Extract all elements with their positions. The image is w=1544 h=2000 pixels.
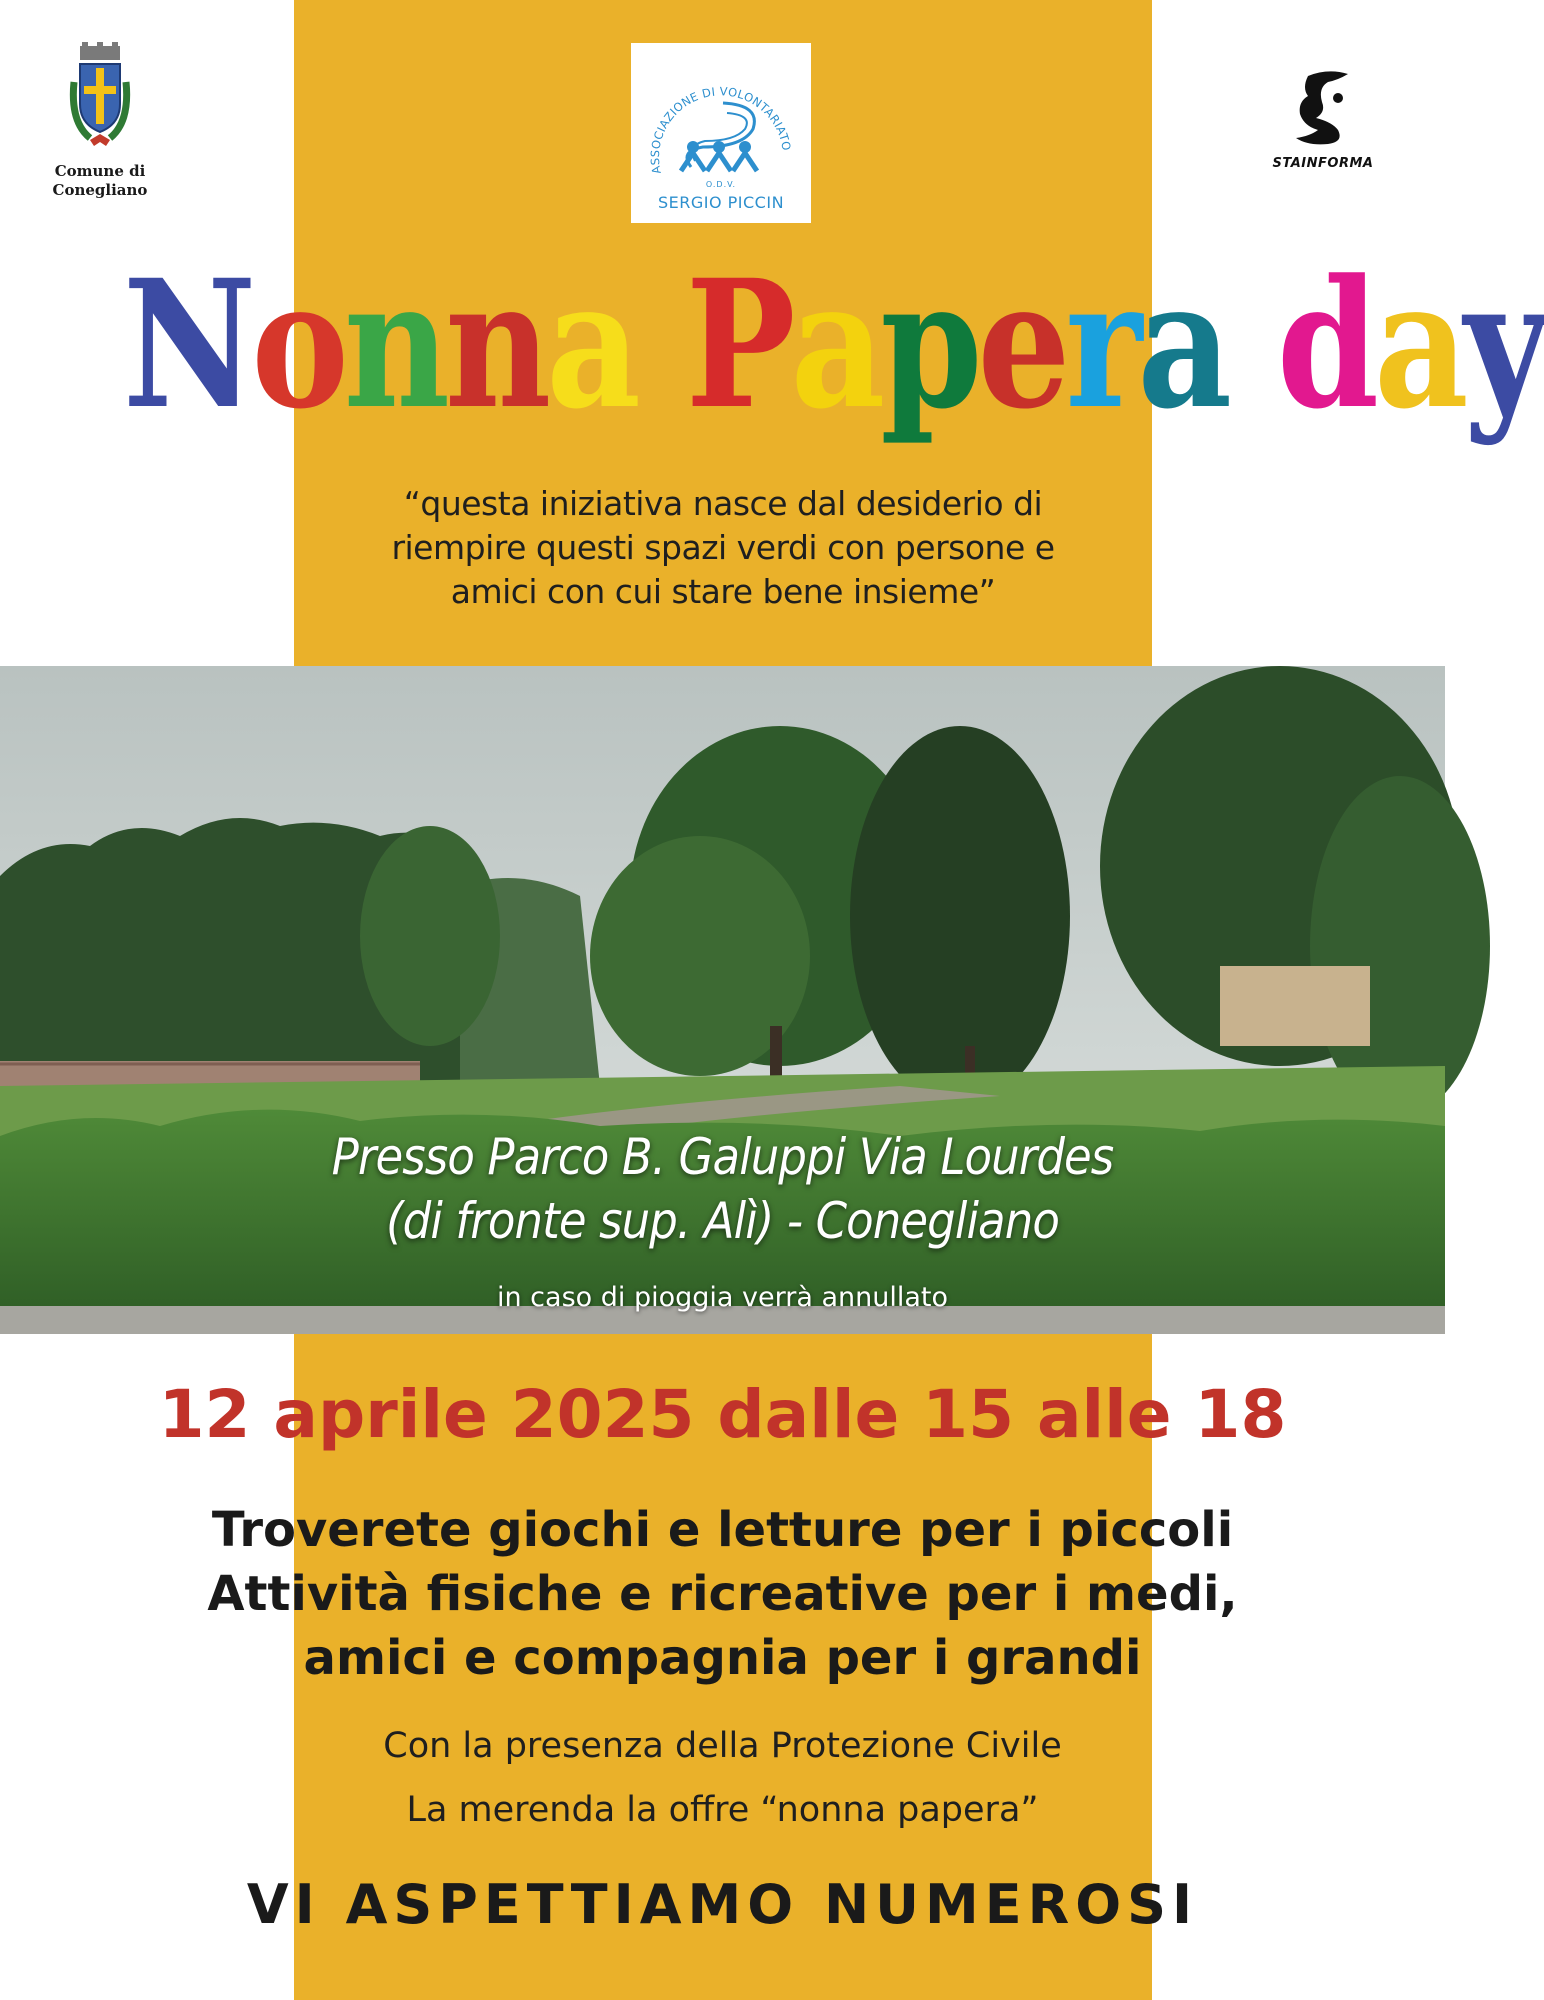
- title-letter: a: [790, 241, 881, 448]
- title-letter: a: [1374, 241, 1464, 448]
- coat-of-arms-icon: [60, 42, 140, 152]
- stainforma-name: STAINFORMA: [1272, 156, 1374, 171]
- title-letter: p: [880, 241, 978, 448]
- rain-note: in caso di pioggia verrà annullato: [496, 1282, 949, 1313]
- title-letter: N: [122, 241, 252, 448]
- event-title: [122, 241, 1544, 448]
- title-letter: n: [343, 241, 446, 448]
- title-letter: a: [1137, 241, 1228, 448]
- comune-logo: [44, 42, 156, 200]
- title-letter: n: [445, 241, 547, 448]
- stainforma-logo: [1258, 68, 1388, 171]
- title-letter: o: [251, 241, 344, 448]
- quote-block: [294, 482, 1152, 614]
- title-letter: r: [1065, 241, 1138, 448]
- activities-line3: amici e compagnia per i grandi: [303, 1630, 1142, 1686]
- title-space: [1227, 245, 1277, 445]
- closing-line: VI ASPETTIAMO NUMEROSI: [246, 1873, 1199, 1936]
- location-line2: (di fronte sup. Alì) - Conegliano: [386, 1192, 1059, 1250]
- title-letter: a: [546, 241, 636, 448]
- quote-line1: “questa iniziativa nasce dal desiderio di: [403, 484, 1043, 523]
- comune-line2: Conegliano: [52, 181, 148, 199]
- title-letter: P: [685, 241, 791, 448]
- title-letter: d: [1276, 241, 1375, 448]
- quote-line3: amici con cui stare bene insieme”: [450, 572, 996, 611]
- info-line1: Con la presenza della Protezione Civile: [383, 1726, 1062, 1766]
- quote-line2: riempire questi spazi verdi con persone e: [391, 528, 1055, 567]
- activities-line2: Attività fisiche e ricreative per i medi,: [207, 1566, 1238, 1622]
- svg-text:ASSOCIAZIONE DI VOLONTARIATO: [648, 84, 794, 175]
- location-line1: Presso Parco B. Galuppi Via Lourdes: [331, 1128, 1114, 1186]
- event-date: 12 aprile 2025 dalle 15 alle 18: [158, 1376, 1287, 1453]
- stainforma-logo-icon: [1288, 68, 1358, 148]
- association-odv: O.D.V.: [705, 180, 737, 189]
- comune-line1: Comune di: [54, 162, 146, 180]
- activities-line1: Troverete giochi e letture per i piccoli: [211, 1502, 1234, 1558]
- association-name: SERGIO PICCIN: [657, 193, 785, 212]
- title-letter: y: [1463, 241, 1544, 448]
- association-arc-text: ASSOCIAZIONE DI VOLONTARIATO: [647, 84, 794, 176]
- title-letter: e: [977, 241, 1066, 448]
- title-space: [636, 245, 686, 445]
- info-line2: La merenda la offre “nonna papera”: [406, 1790, 1039, 1830]
- association-logo: [631, 43, 811, 223]
